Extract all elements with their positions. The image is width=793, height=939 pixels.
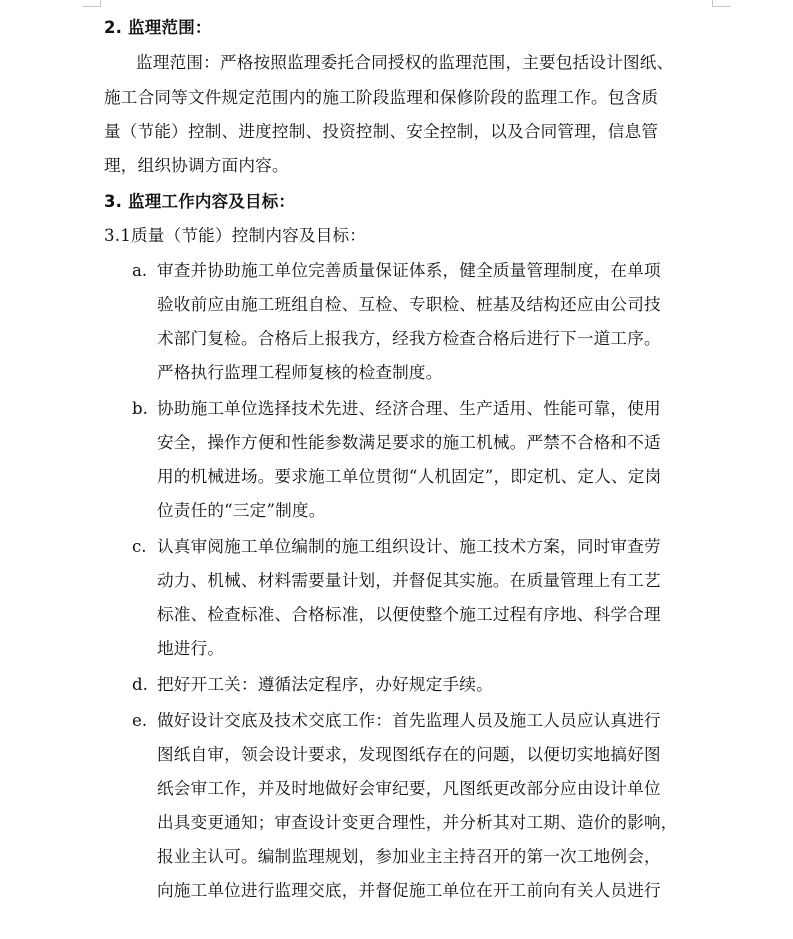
list-item-d-line: 把好开工关：遵循法定程序，办好规定手续。 <box>157 675 493 694</box>
list-item-c-line: 认真审阅施工单位编制的施工组织设计、施工技术方案，同时审查劳 <box>157 537 661 556</box>
section-2-paragraph-line: 量（节能）控制、进度控制、投资控制、安全控制，以及合同管理，信息管 <box>104 122 659 141</box>
list-item-a-line: 严格执行监理工程师复核的检查制度。 <box>157 363 443 382</box>
section-2-heading: 2. 监理范围： <box>104 18 212 37</box>
list-item-marker-e: e. <box>132 711 148 730</box>
page-corner-mark-left <box>82 0 101 7</box>
section-2-paragraph-line: 施工合同等文件规定范围内的施工阶段监理和保修阶段的监理工作。包含质 <box>104 88 659 107</box>
list-item-marker-d: d. <box>132 675 148 694</box>
list-item-c-line: 动力、机械、材料需要量计划，并督促其实施。在质量管理上有工艺 <box>157 571 661 590</box>
list-item-a-line: 术部门复检。合格后上报我方，经我方检查合格后进行下一道工序。 <box>157 329 661 348</box>
list-item-c-line: 标准、检查标准、合格标准，以便使整个施工过程有序地、科学合理 <box>157 605 661 624</box>
list-item-e-line: 出具变更通知；审查设计变更合理性，并分析其对工期、造价的影响， <box>157 813 678 832</box>
list-item-e-line: 图纸自审，领会设计要求，发现图纸存在的问题，以便切实地搞好图 <box>157 745 661 764</box>
list-item-e-line: 报业主认可。编制监理规划，参加业主主持召开的第一次工地例会， <box>157 847 661 866</box>
section-3-1-subheading: 3.1质量（节能）控制内容及目标： <box>104 226 367 245</box>
list-item-e-line: 纸会审工作，并及时地做好会审纪要，凡图纸更改部分应由设计单位 <box>157 779 661 798</box>
list-item-e-line: 做好设计交底及技术交底工作：首先监理人员及施工人员应认真进行 <box>157 711 661 730</box>
section-2-paragraph-line: 监理范围：严格按照监理委托合同授权的监理范围，主要包括设计图纸、 <box>136 53 674 72</box>
list-item-marker-a: a. <box>132 261 148 280</box>
list-item-marker-c: c. <box>132 537 147 556</box>
section-3-heading: 3. 监理工作内容及目标： <box>104 192 296 211</box>
list-item-a-line: 验收前应由施工班组自检、互检、专职检、桩基及结构还应由公司技 <box>157 295 661 314</box>
list-item-c-line: 地进行。 <box>157 639 225 658</box>
list-item-b-line: 位责任的“三定”制度。 <box>157 501 326 520</box>
list-item-b-line: 安全，操作方便和性能参数满足要求的施工机械。严禁不合格和不适 <box>157 433 661 452</box>
list-item-e-line: 向施工单位进行监理交底，并督促施工单位在开工前向有关人员进行 <box>157 881 661 900</box>
list-item-marker-b: b. <box>132 399 148 418</box>
page-corner-mark-right <box>712 0 731 7</box>
section-2-paragraph-line: 理，组织协调方面内容。 <box>104 156 289 175</box>
list-item-a-line: 审查并协助施工单位完善质量保证体系，健全质量管理制度，在单项 <box>157 261 661 280</box>
list-item-b-line: 协助施工单位选择技术先进、经济合理、生产适用、性能可靠，使用 <box>157 399 661 418</box>
list-item-b-line: 用的机械进场。要求施工单位贯彻“人机固定”，即定机、定人、定岗 <box>157 467 662 486</box>
